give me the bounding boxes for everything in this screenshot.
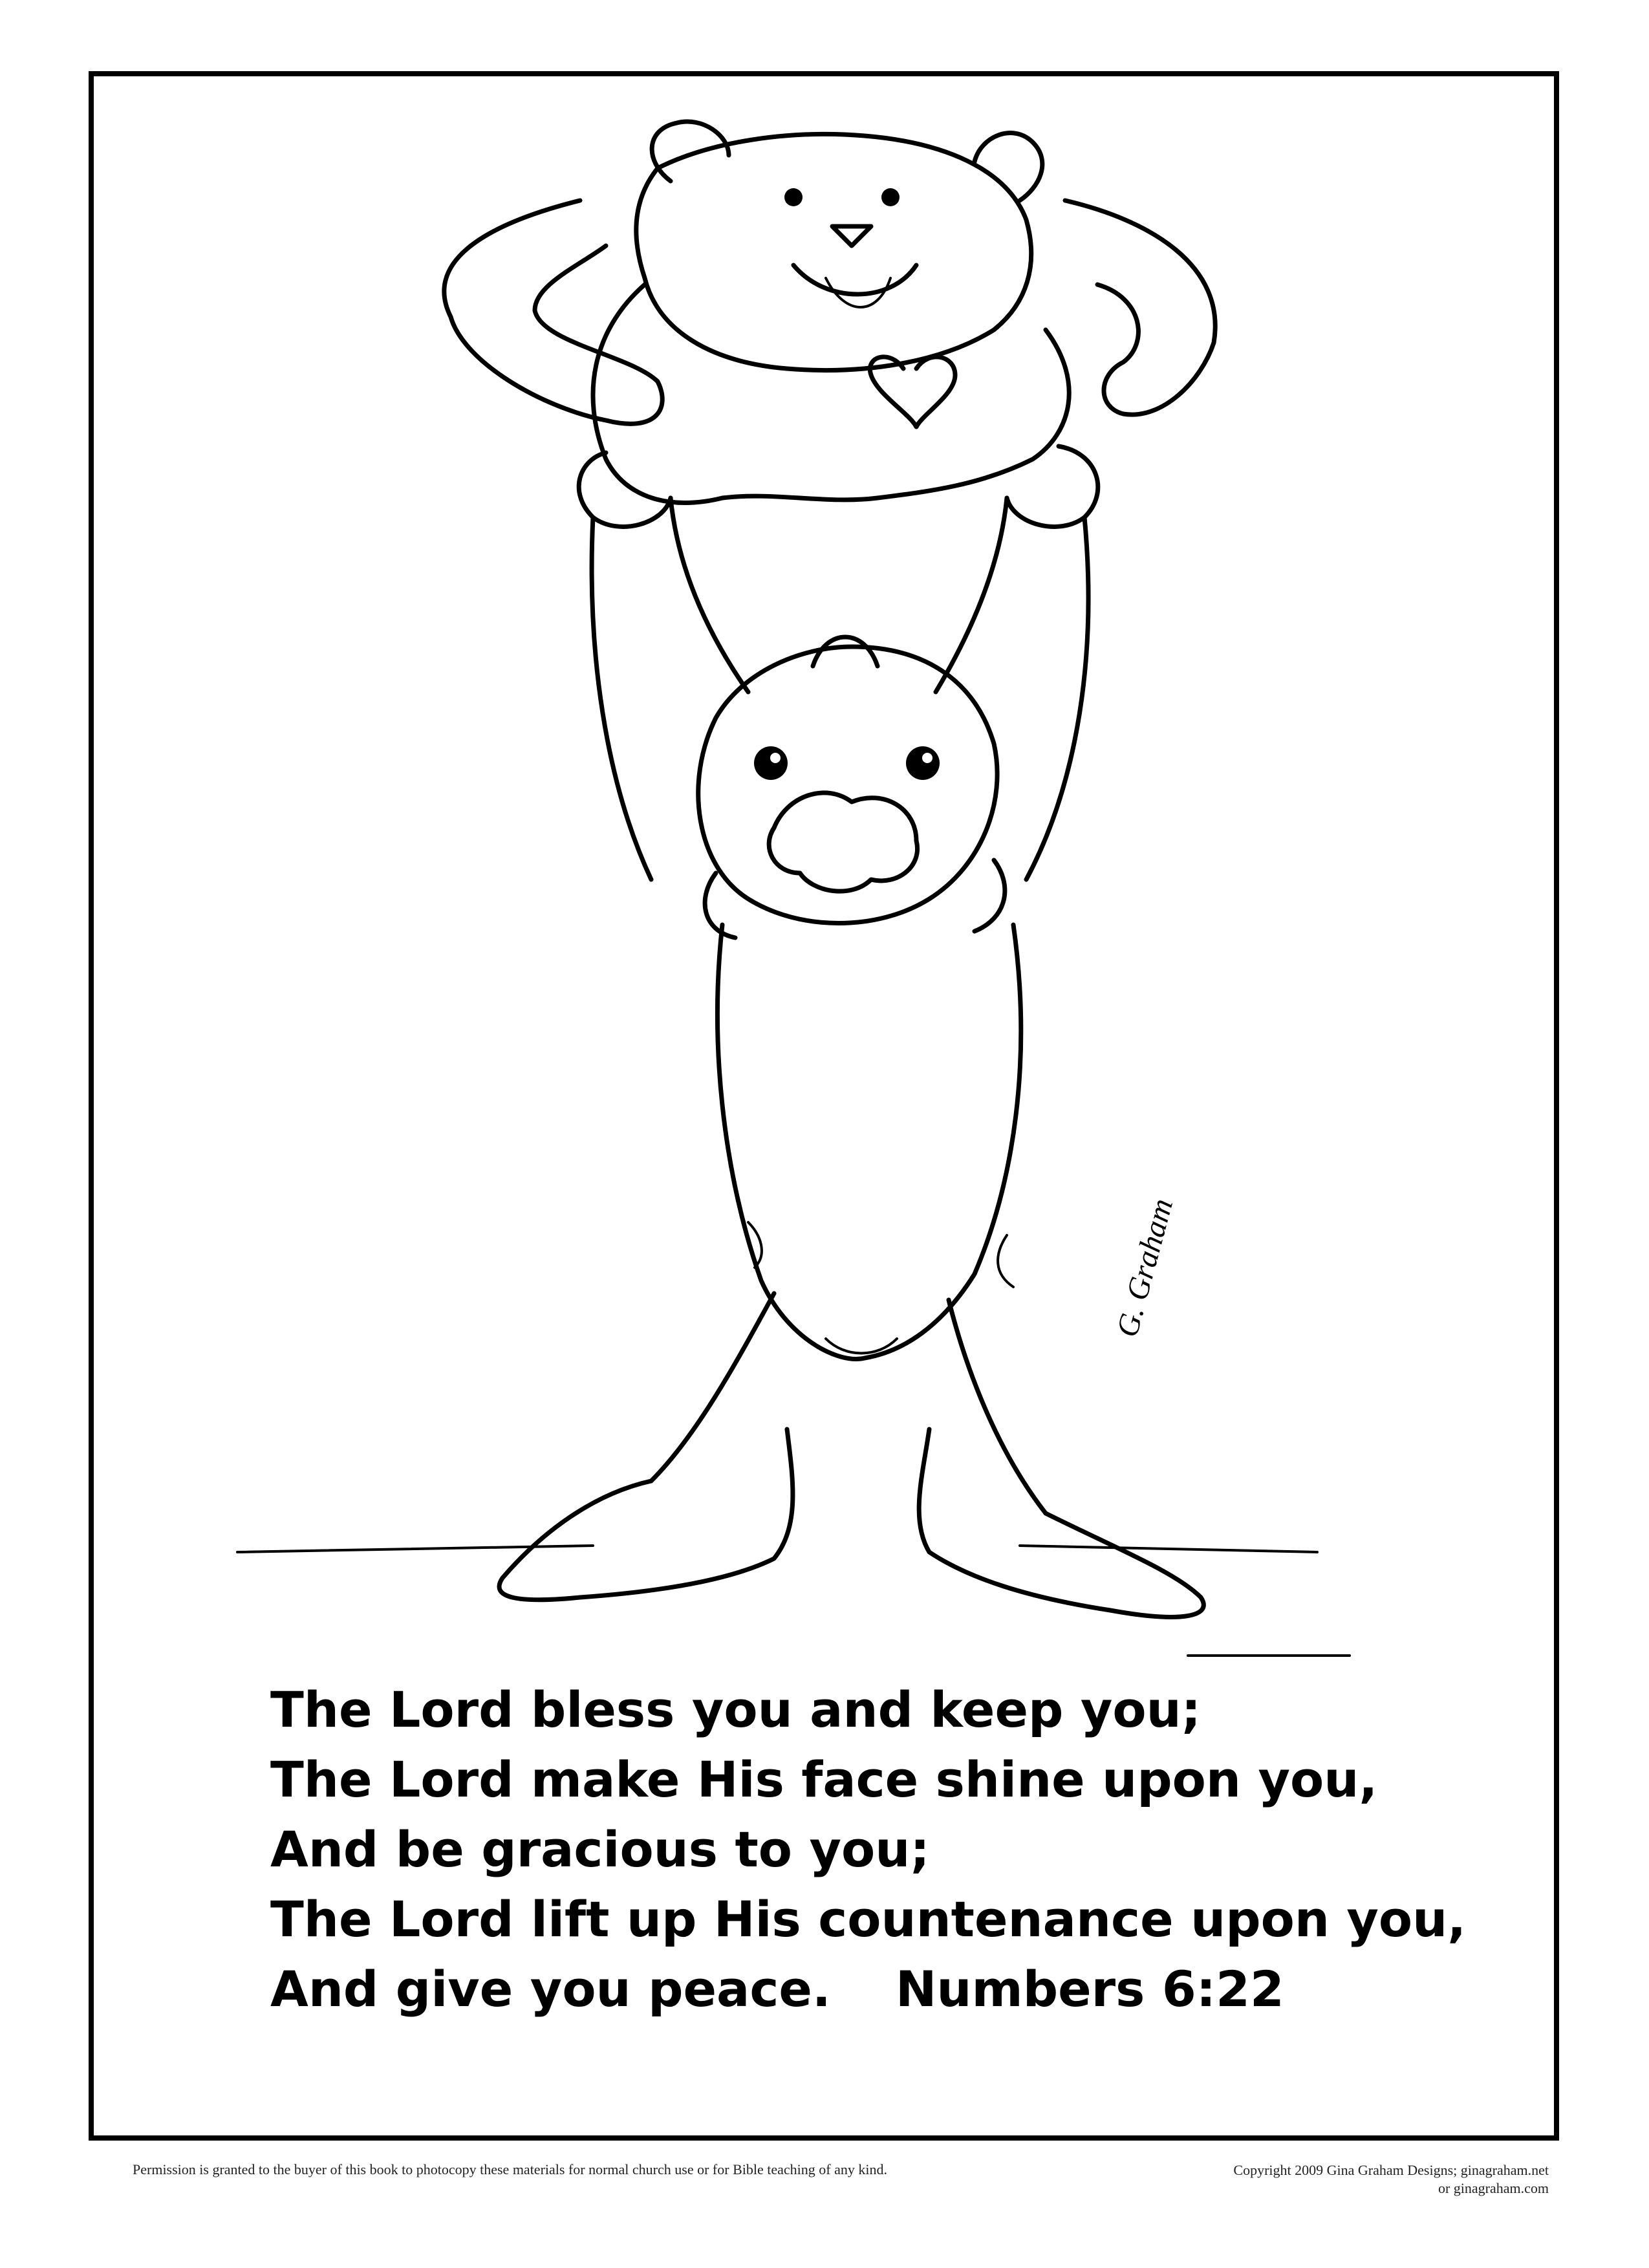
bunny-cheek-right (975, 860, 1005, 931)
verse-line-2: The Lord make His face shine upon you, (270, 1751, 1378, 1808)
ground-line-left (237, 1546, 593, 1552)
bunny-right-eye-shine (922, 753, 932, 763)
bunny-right-eye (906, 746, 940, 780)
coloring-illustration (89, 71, 1559, 1740)
verse-line-4: The Lord lift up His countenance upon you, (270, 1890, 1467, 1948)
bunny-left-eye (754, 746, 788, 780)
bunny-body-outline (718, 925, 1021, 1359)
bunny-left-inner-arm (671, 498, 748, 692)
left-ear-outline (444, 200, 662, 424)
bunny-left-arm (592, 517, 651, 880)
bunny-muzzle-fluff (769, 793, 917, 891)
bunny-left-leg (651, 1293, 774, 1481)
bunny-right-inner-arm (936, 498, 1007, 692)
teddy-mouth (793, 265, 916, 294)
copyright-line-1: Copyright 2009 Gina Graham Designs; ginagraham.net (1233, 2162, 1549, 2178)
verse-line-5 (270, 1954, 1499, 2024)
verse-block (270, 1675, 1499, 2024)
teddy-left-eye (784, 188, 803, 206)
ground-line-right (1020, 1546, 1317, 1552)
copyright-notice (1233, 2161, 1549, 2198)
bunny-left-eye-shine (770, 753, 781, 763)
right-ear-outline (1065, 200, 1215, 415)
bunny-belly-tuft-right (998, 1235, 1013, 1287)
teddy-right-eye (881, 188, 900, 206)
verse-reference: Numbers 6:22 (895, 1960, 1284, 2018)
bunny-right-foot (919, 1429, 1203, 1617)
teddy-left-ear (652, 122, 729, 181)
artist-signature: G. Graham (1110, 1194, 1180, 1341)
bunny-head-outline (698, 647, 997, 923)
teddy-nose (832, 226, 871, 246)
bunny-right-leg (949, 1300, 1046, 1513)
teddy-bear-held-aloft-by-bunny-coloring-icon (89, 71, 1559, 1740)
bunny-top-tuft (813, 637, 878, 666)
bunny-right-arm (1026, 517, 1088, 880)
verse-line-3: And be gracious to you; (270, 1820, 930, 1878)
bunny-right-hand (1007, 446, 1098, 526)
bunny-left-foot (499, 1429, 793, 1600)
verse-last-line: And give you peace. (270, 1960, 831, 2018)
teddy-head-outline (636, 134, 1031, 370)
permission-notice: Permission is granted to the buyer of this book to photocopy these materials for normal church use or for Bible teaching of any kind. (133, 2161, 887, 2177)
verse-line-1: The Lord bless you and keep you; (270, 1681, 1202, 1738)
copyright-line-2: or ginagraham.com (1438, 2180, 1549, 2196)
